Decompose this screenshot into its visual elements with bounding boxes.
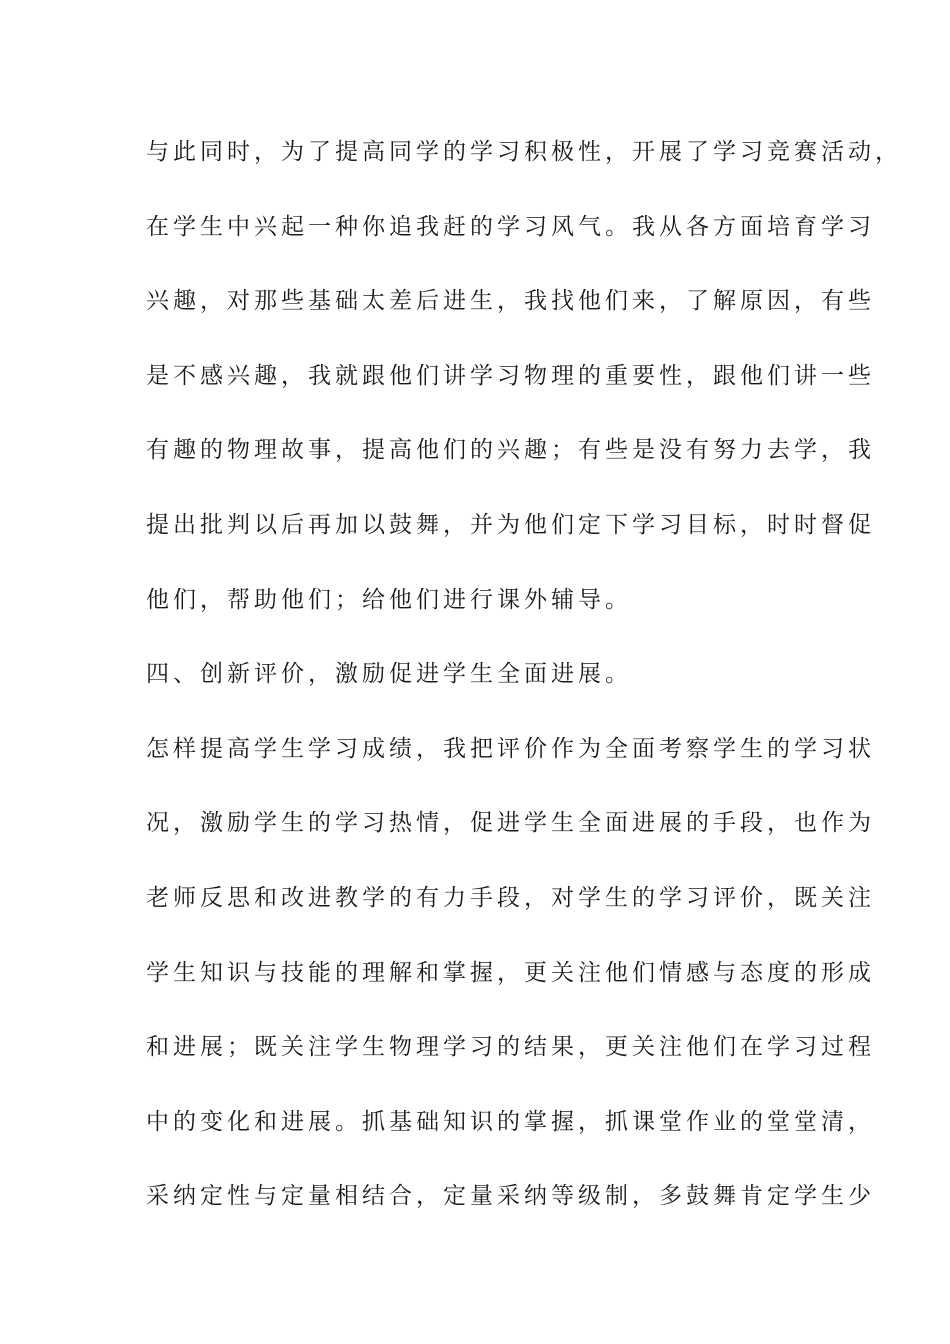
text-line: 是不感兴趣，我就跟他们讲学习物理的重要性，跟他们讲一些: [146, 362, 875, 389]
text-line: 提出批判以后再加以鼓舞，并为他们定下学习目标，时时督促: [146, 511, 875, 538]
text-line: 采纳定性与定量相结合，定量采纳等级制，多鼓舞肯定学生少: [146, 1183, 875, 1210]
text-line: 中的变化和进展。抓基础知识的掌握，抓课堂作业的堂堂清，: [146, 1108, 875, 1135]
text-line: 他们，帮助他们；给他们进行课外辅导。: [146, 586, 632, 613]
text-line: 学生知识与技能的理解和掌握，更关注他们情感与态度的形成: [146, 959, 875, 986]
text-line: 况，激励学生的学习热情，促进学生全面进展的手段，也作为: [146, 810, 875, 837]
text-line: 老师反思和改进教学的有力手段，对学生的学习评价，既关注: [146, 884, 875, 911]
text-line: 有趣的物理故事，提高他们的兴趣；有些是没有努力去学，我: [146, 437, 875, 464]
body-text: [146, 127, 902, 1246]
text-line: 在学生中兴起一种你追我赶的学习风气。我从各方面培育学习: [146, 213, 875, 240]
text-line: 和进展；既关注学生物理学习的结果，更关注他们在学习过程: [146, 1034, 875, 1061]
text-line: 兴趣，对那些基础太差后进生，我找他们来，了解原因，有些: [146, 288, 875, 315]
text-line: 怎样提高学生学习成绩，我把评价作为全面考察学生的学习状: [146, 735, 875, 762]
section-heading: 四、创新评价，激励促进学生全面进展。: [146, 661, 632, 688]
text-line: 与此同时，为了提高同学的学习积极性，开展了学习竞赛活动，: [146, 139, 902, 165]
